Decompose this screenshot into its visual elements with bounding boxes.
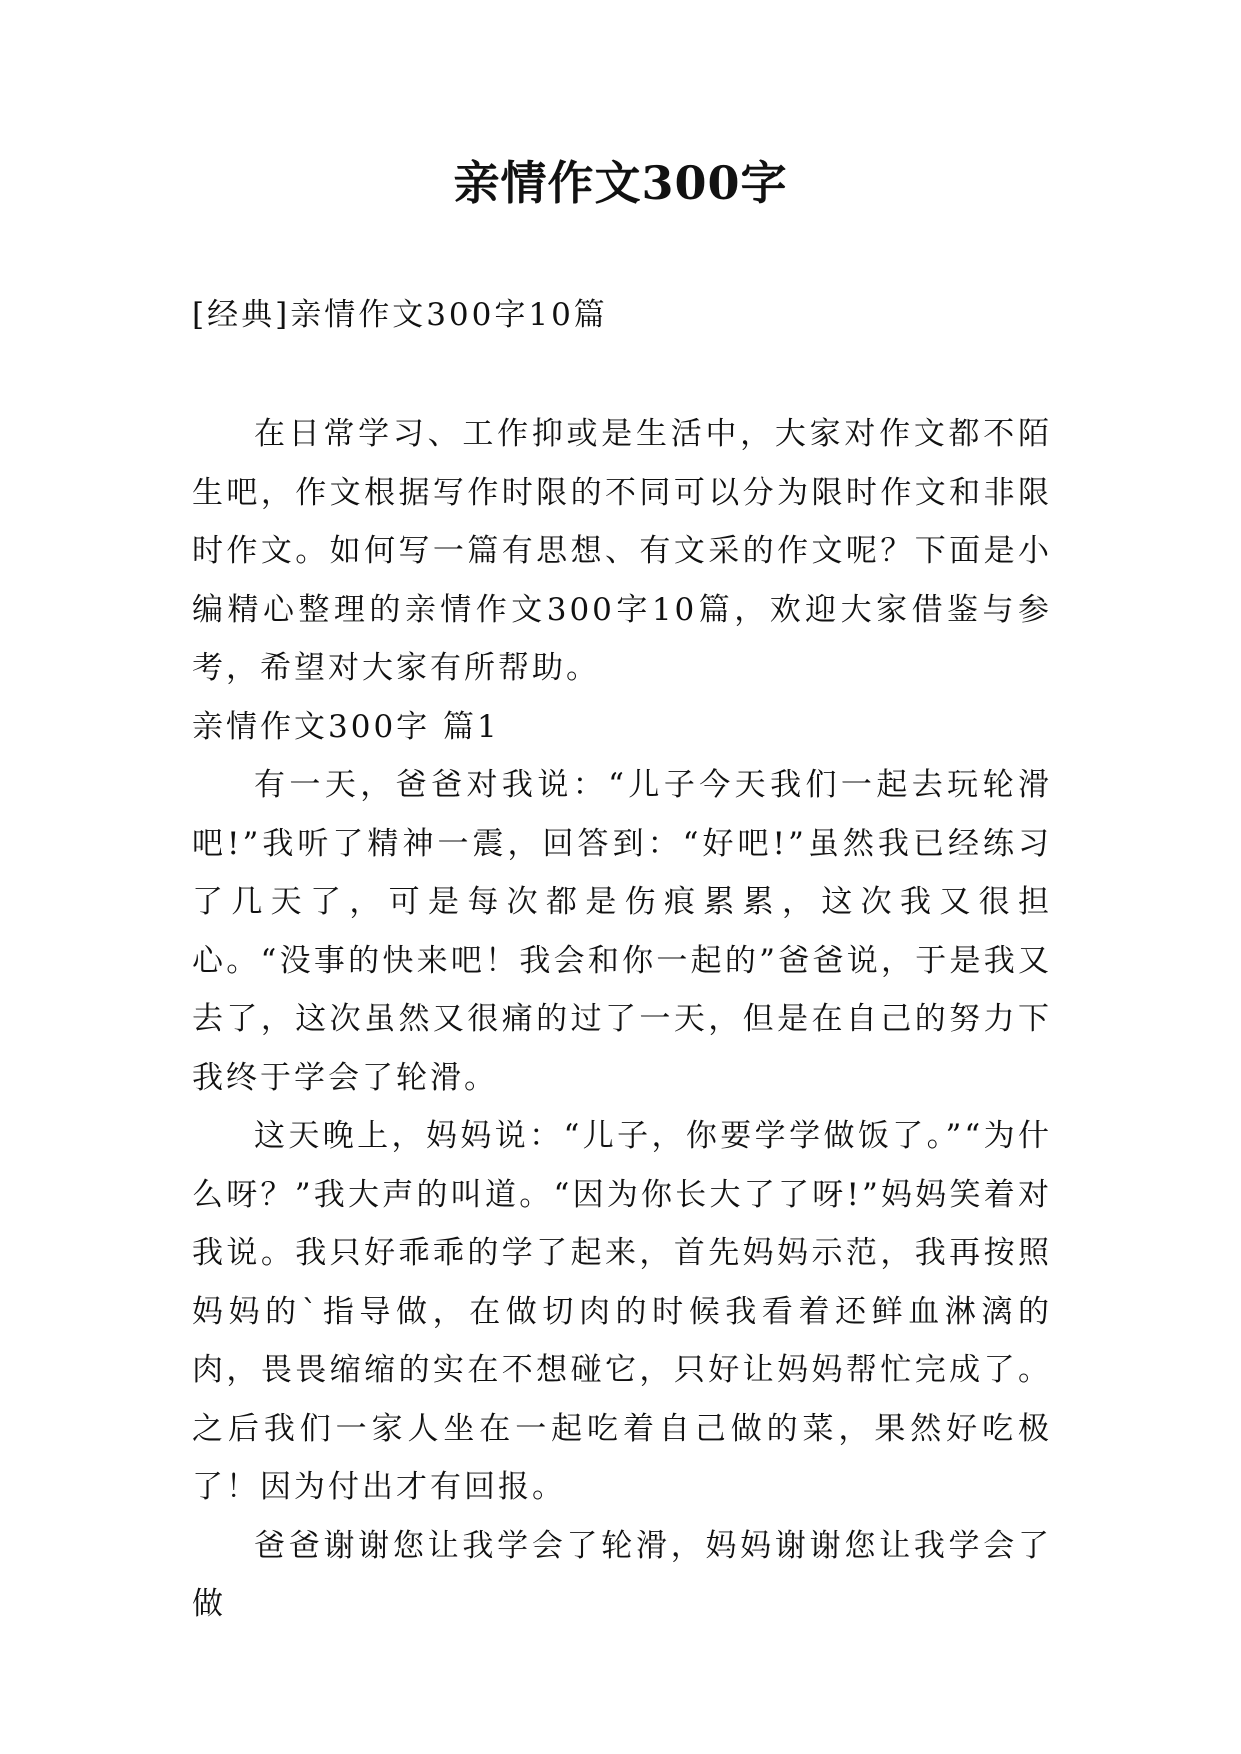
body-paragraph: 爸爸谢谢您让我学会了轮滑，妈妈谢谢您让我学会了做 <box>192 1527 1052 1622</box>
document-body <box>192 405 1052 1634</box>
document-subtitle: [经典]亲情作文300字10篇 <box>192 297 608 333</box>
intro-paragraph: 在日常学习、工作抑或是生活中，大家对作文都不陌生吧，作文根据写作时限的不同可以分为限时作文和非限时作文。如何写一篇有思想、有文采的作文呢？下面是小编精心整理的亲情作文300字10篇，欢迎大家借鉴与参考，希望对大家有所帮助。 <box>192 416 1052 686</box>
essay-heading: 亲情作文300字 篇1 <box>192 708 500 745</box>
body-paragraph: 有一天，爸爸对我说：“儿子今天我们一起去玩轮滑吧!”我听了精神一震，回答到：“好吧!”虽然我已经练习了几天了，可是每次都是伤痕累累，这次我又很担心。“没事的快来吧！我会和你一起的”爸爸说，于是我又去了，这次虽然又很痛的过了一天，但是在自己的努力下我终于学会了轮滑。 <box>192 767 1052 1096</box>
document-title: 亲情作文300字 <box>453 156 788 210</box>
body-paragraph: 这天晚上，妈妈说：“儿子，你要学学做饭了。”“为什么呀？”我大声的叫道。“因为你长大了了呀!”妈妈笑着对我说。我只好乖乖的学了起来，首先妈妈示范，我再按照妈妈的`指导做，在做切肉的时候我看着还鲜血淋漓的肉，畏畏缩缩的实在不想碰它，只好让妈妈帮忙完成了。之后我们一家人坐在一起吃着自己做的菜，果然好吃极了！因为付出才有回报。 <box>192 1118 1052 1505</box>
